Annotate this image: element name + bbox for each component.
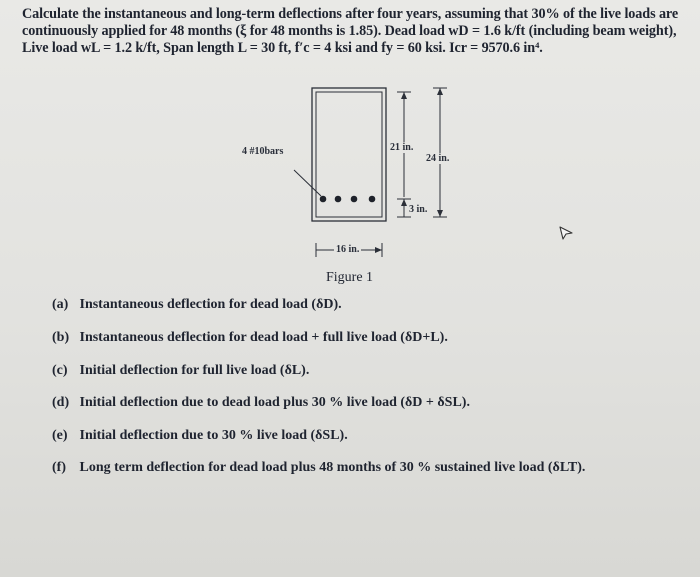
dimension-24-arrow-top xyxy=(437,88,443,95)
part-c-text: Initial deflection for full live load (δL). xyxy=(79,363,310,378)
part-b-label: (b) xyxy=(52,330,70,345)
dimension-16-arrow-right xyxy=(375,247,382,253)
dimension-3-label: 3 in. xyxy=(409,204,428,215)
dimension-24-label: 24 in. xyxy=(426,153,450,164)
dimension-16-label: 16 in. xyxy=(336,244,360,255)
part-a xyxy=(52,297,342,313)
problem-line-2: continuously applied for 48 months (ξ for 48 months is 1.85). Dead load wD = 1.6 k/ft (including beam weight), xyxy=(22,23,677,39)
rebar xyxy=(320,196,327,203)
part-a-label: (a) xyxy=(52,297,69,312)
part-d-label: (d) xyxy=(52,395,70,410)
part-f-label: (f) xyxy=(52,460,66,475)
mouse-pointer-icon xyxy=(558,225,574,246)
part-f-text: Long term deflection for dead load plus 48 months of 30 % sustained live load (δLT). xyxy=(79,460,586,475)
rebar xyxy=(351,196,358,203)
dimension-21-arrow xyxy=(401,92,407,99)
part-b xyxy=(52,330,448,346)
bars-label: 4 #10bars xyxy=(242,146,284,157)
part-c xyxy=(52,363,309,379)
part-d xyxy=(52,395,470,411)
dimension-21-label: 21 in. xyxy=(390,142,414,153)
part-e-label: (e) xyxy=(52,428,68,443)
rebar xyxy=(335,196,342,203)
rebar xyxy=(369,196,376,203)
figure-caption: Figure 1 xyxy=(326,270,374,285)
problem-line-1: Calculate the instantaneous and long-term deflections after four years, assuming that 30% of the live loads are xyxy=(22,6,679,22)
dimension-3-arrow xyxy=(401,199,407,206)
part-a-text: Instantaneous deflection for dead load (δD). xyxy=(79,297,342,312)
dimension-24-arrow-bottom xyxy=(437,210,443,217)
part-e-text: Initial deflection due to 30 % live load (δSL). xyxy=(79,428,348,443)
part-b-text: Instantaneous deflection for dead load + full live load (δD+L). xyxy=(79,330,448,345)
part-f xyxy=(52,460,585,476)
part-e xyxy=(52,428,348,444)
part-d-text: Initial deflection due to dead load plus 30 % live load (δD + δSL). xyxy=(79,395,470,410)
bars-leader-line xyxy=(294,170,321,196)
problem-line-3: Live load wL = 1.2 k/ft, Span length L = 30 ft, f′c = 4 ksi and fy = 60 ksi. Icr = 9570.6 in⁴. xyxy=(22,40,543,56)
part-c-label: (c) xyxy=(52,363,68,378)
